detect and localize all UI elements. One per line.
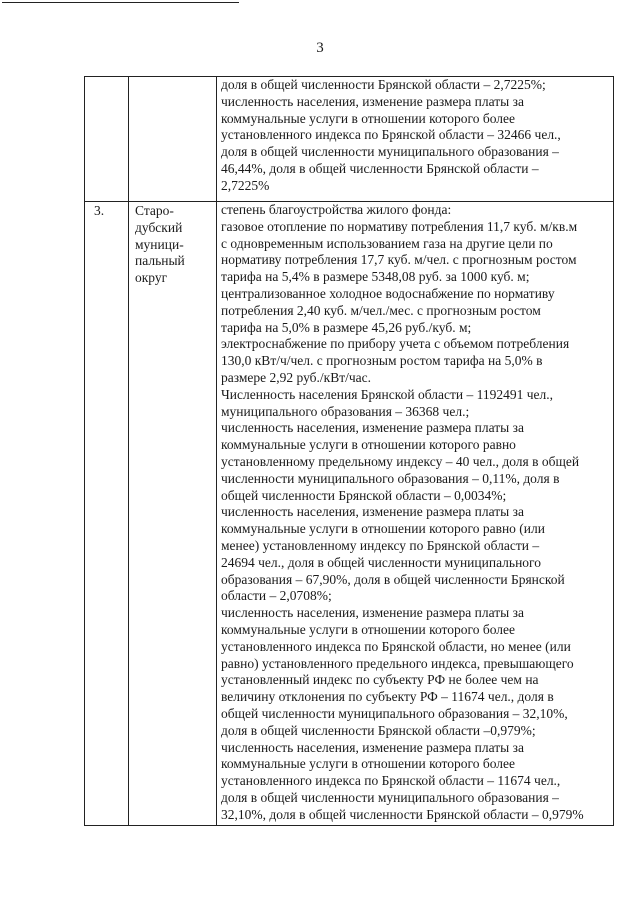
description-line: нормативу потребления 17,7 куб. м/чел. с прогнозным ростом: [221, 252, 577, 268]
description-line: общей численности Брянской области – 0,0034%;: [221, 487, 507, 503]
table-row: [85, 77, 614, 202]
district-name-line: дубский: [135, 219, 183, 235]
description-line: 32,10%, доля в общей численности Брянской области – 0,979%: [221, 806, 584, 822]
district-name-cell: [129, 202, 217, 826]
description-line: 24694 чел., доля в общей численности муниципального: [221, 554, 541, 570]
description-line: 2,7225%: [221, 177, 270, 193]
page-number: 3: [316, 40, 324, 56]
description-line: коммунальные услуги в отношении которого равно (или: [221, 521, 545, 537]
description-line: доля в общей численности муниципального образования –: [221, 789, 559, 805]
description-line: численность населения, изменение размера платы за: [221, 739, 524, 755]
description-line: доля в общей численности Брянской области – 2,7225%;: [221, 77, 546, 92]
description-line: муниципального образования – 36368 чел.;: [221, 403, 470, 419]
row-number-cell: [85, 202, 129, 826]
description-line: потребления 2,40 куб. м/чел./мес. с прогнозным ростом: [221, 302, 541, 318]
description-line: установленного индекса по Брянской области – 11674 чел.,: [221, 773, 561, 789]
description-cell: [217, 77, 614, 202]
description-line: коммунальные услуги в отношении которого более: [221, 756, 515, 772]
description-line: численность населения, изменение размера платы за: [221, 420, 524, 436]
row-number: 3.: [94, 203, 105, 218]
description-line: образования – 67,90%, доля в общей численности Брянской: [221, 571, 565, 587]
district-name-line: Старо-: [135, 203, 174, 218]
description-line: размере 2,92 руб./кВт/час.: [221, 369, 372, 385]
description-line: централизованное холодное водоснабжение по нормативу: [221, 285, 555, 301]
description-line: 130,0 кВт/ч/чел. с прогнозным ростом тарифа на 5,0% в: [221, 353, 543, 369]
district-name-line: округ: [135, 270, 168, 286]
description-line: установленного индекса по Брянской области – 32466 чел.,: [221, 127, 561, 143]
description-line: величину отклонения по субъекту РФ – 11674 чел., доля в: [221, 689, 554, 705]
description-line: с одновременным использованием газа на другие цели по: [221, 235, 553, 251]
description-line: равно) установленного предельного индекса, превышающего: [221, 655, 574, 671]
description-line: численности муниципального образования – 0,11%, доля в: [221, 470, 560, 486]
description-line: общей численности муниципального образования – 32,10%,: [221, 705, 568, 721]
description-line: установленного индекса по Брянской области, но менее (или: [221, 638, 571, 654]
description-line: коммунальные услуги в отношении которого более: [221, 110, 515, 126]
district-name-line: пальный: [135, 253, 185, 269]
description-line: 46,44%, доля в общей численности Брянской области –: [221, 160, 539, 176]
description-line: менее) установленному индексу по Брянской области –: [221, 537, 540, 553]
description-line: газовое отопление по нормативу потребления 11,7 куб. м/кв.м: [221, 218, 578, 234]
description-line: численность населения, изменение размера платы за: [221, 504, 524, 520]
description-line: электроснабжение по прибору учета с объемом потребления: [221, 336, 570, 352]
district-name-line: муници-: [135, 236, 184, 252]
description-line: Численность населения Брянской области – 1192491 чел.,: [221, 386, 553, 402]
document-table: [84, 76, 614, 826]
description-cell: [217, 202, 614, 826]
table-row: [85, 202, 614, 826]
description-line: степень благоустройства жилого фонда:: [221, 202, 452, 217]
description-line: доля в общей численности муниципального образования –: [221, 144, 559, 160]
description-line: области – 2,0708%;: [221, 588, 332, 604]
description-line: численность населения, изменение размера платы за: [221, 605, 524, 621]
description-line: коммунальные услуги в отношении которого более: [221, 621, 515, 637]
description-line: доля в общей численности Брянской области –0,979%;: [221, 722, 536, 738]
description-line: тарифа на 5,0% в размере 45,26 руб./куб. м;: [221, 319, 472, 335]
description-line: коммунальные услуги в отношении которого равно: [221, 437, 516, 453]
description-line: установленный индекс по субъекту РФ не более чем на: [221, 672, 539, 688]
district-name-cell: [129, 77, 217, 202]
description-line: установленному предельному индексу – 40 чел., доля в общей: [221, 453, 580, 469]
description-line: численность населения, изменение размера платы за: [221, 93, 524, 109]
top-rule: [2, 2, 239, 3]
row-number-cell: [85, 77, 129, 202]
description-line: тарифа на 5,4% в размере 5348,08 руб. за 1000 куб. м;: [221, 269, 530, 285]
